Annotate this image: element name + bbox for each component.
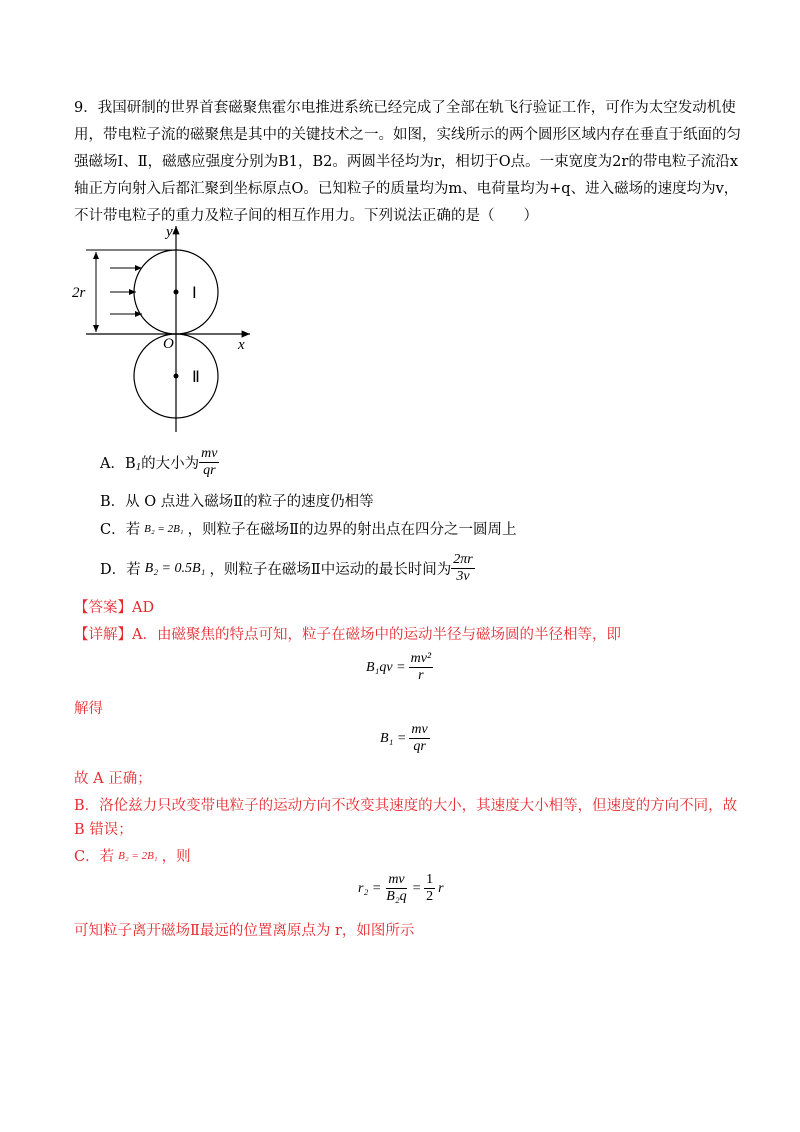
magnetic-field-figure xyxy=(66,222,266,434)
c-explanation-suffix: ，则 xyxy=(161,849,191,865)
question-line-2: 用，带电粒子流的磁聚焦是其中的关键技术之一。如图，实线所示的两个圆形区域内存在垂直于纸面的匀 xyxy=(74,127,741,143)
answer-label: 【答案】AD xyxy=(74,600,155,616)
equation-3-denominator-2: 2 xyxy=(426,889,434,904)
equation-1-numerator: mv² xyxy=(410,651,432,666)
region-1-label: Ⅰ xyxy=(192,285,197,302)
c-explanation-prefix: C．若 xyxy=(74,849,115,865)
x-axis-label: x xyxy=(238,337,245,353)
option-a-sub: 1 xyxy=(135,460,142,473)
last-explanation-line: 可知粒子离开磁场Ⅱ最远的位置离原点为 r，如图所示 xyxy=(74,923,415,939)
option-c-prefix: C．若 xyxy=(100,522,141,538)
equation-3-fraction-2 xyxy=(424,872,435,905)
question-line-4: 轴正方向射入后都汇聚到坐标原点O。已知粒子的质量均为m、电荷量均为+q、进入磁场的速度均为v， xyxy=(74,181,739,197)
equation-2-denominator: qr xyxy=(413,739,426,754)
width-label: 2r xyxy=(72,285,86,301)
question-line-3: 强磁场Ⅰ、Ⅱ，磁感应强度分别为B1，B2。两圆半径均为r，相切于O点。一束宽度为2r的带电粒子流沿x xyxy=(74,154,738,170)
option-a-text: 的大小为 xyxy=(141,456,200,472)
option-a xyxy=(100,446,219,479)
option-c-math: B₂ = 2B₁ xyxy=(144,522,184,535)
solve-label: 解得 xyxy=(74,701,103,717)
equation-1-denominator: r xyxy=(418,668,424,683)
equation-3-tail: r xyxy=(438,880,444,896)
option-a-denominator: qr xyxy=(203,463,216,478)
c-explanation-line xyxy=(74,845,191,866)
equation-3-numerator-2: 1 xyxy=(426,872,434,887)
equation-1-fraction xyxy=(409,651,434,684)
equation-3-fraction-1 xyxy=(384,872,408,905)
option-d-math: B₂ = 0.5B₁ xyxy=(144,560,206,576)
center-dot-1 xyxy=(174,290,179,295)
question-line-1: 9．我国研制的世界首套磁聚焦霍尔电推进系统已经完成了全部在轨飞行验证工作，可作为太空发动机使 xyxy=(74,100,736,116)
c-explanation-math: B₂ = 2B₁ xyxy=(118,849,158,862)
equation-2 xyxy=(380,722,430,755)
option-d-prefix: D．若 xyxy=(100,562,141,578)
option-a-numerator: mv xyxy=(201,446,218,461)
equation-2-numerator: mv xyxy=(411,722,428,737)
option-a-prefix: A．B xyxy=(100,456,136,472)
b-explanation-line-2: B 错误； xyxy=(74,822,133,838)
option-d-fraction xyxy=(451,552,474,585)
a-correct-line: 故 A 正确； xyxy=(74,771,152,787)
option-d-text: ，则粒子在磁场Ⅱ中运动的最长时间为 xyxy=(209,562,452,578)
option-d-denominator: 3v xyxy=(456,569,470,584)
equation-3-equals: = xyxy=(411,880,422,896)
equation-3-denominator-1: B₂q xyxy=(386,889,407,904)
center-dot-2 xyxy=(174,374,179,379)
option-d-numerator: 2πr xyxy=(453,552,473,567)
equation-3-left: r₂ = xyxy=(358,880,382,896)
origin-label: O xyxy=(163,336,174,352)
equation-3-numerator-1: mv xyxy=(388,872,405,887)
equation-3 xyxy=(358,872,444,905)
question-line-5: 不计带电粒子的重力及粒子间的相互作用力。下列说法正确的是（ ） xyxy=(74,208,538,224)
option-d xyxy=(100,552,475,585)
option-a-fraction xyxy=(199,446,219,479)
y-axis-label: y xyxy=(166,224,173,240)
region-2-label: Ⅱ xyxy=(192,369,200,386)
equation-2-left: B₁ = xyxy=(380,730,407,746)
b-explanation-line-1: B．洛伦兹力只改变带电粒子的运动方向不改变其速度的大小，其速度大小相等，但速度的方向不同，故 xyxy=(74,798,738,814)
option-c-text: ，则粒子在磁场Ⅱ的边界的射出点在四分之一圆周上 xyxy=(187,522,517,538)
detail-line-1: 【详解】A．由磁聚焦的特点可知，粒子在磁场中的运动半径与磁场圆的半径相等，即 xyxy=(74,627,621,643)
option-c xyxy=(100,518,516,539)
equation-2-fraction xyxy=(409,722,429,755)
equation-1 xyxy=(366,651,433,684)
option-b: B．从 O 点进入磁场Ⅱ的粒子的速度仍相等 xyxy=(100,494,374,510)
equation-1-left: B₁qv = xyxy=(366,659,406,675)
